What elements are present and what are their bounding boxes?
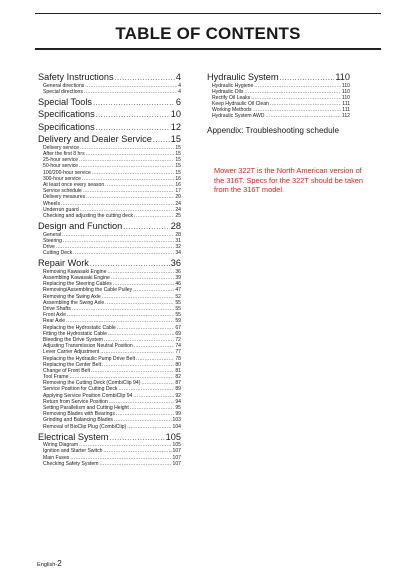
toc-item-page: 4 xyxy=(178,82,181,89)
toc-item-page: 59 xyxy=(175,318,181,325)
toc-item-page: 47 xyxy=(175,287,181,294)
toc-item-label: 100/200-hour service xyxy=(43,169,91,176)
toc-heading-page: 15 xyxy=(170,134,181,145)
leader-dots xyxy=(265,113,340,119)
toc-right-column xyxy=(207,72,350,135)
toc-item-label: Rectify Oil Leaks xyxy=(212,94,251,101)
toc-item-label: Assembling the Swing Axle xyxy=(43,299,105,306)
toc-item-page: 28 xyxy=(175,231,181,238)
leader-dots xyxy=(96,111,170,122)
toc-item-label: Service Position for Cutting Deck xyxy=(43,386,118,393)
toc-item-page: 107 xyxy=(172,454,181,461)
toc-heading[interactable] xyxy=(38,432,181,443)
toc-item-label: Cutting Deck xyxy=(43,250,73,257)
leader-dots xyxy=(96,124,170,135)
toc-item-label: Setting Parallelism and Cutting Height xyxy=(43,405,129,411)
toc-item-label: Removing the Swing Axle xyxy=(43,293,101,300)
toc-item-page: 24 xyxy=(175,206,181,213)
toc-item-page: 15 xyxy=(175,163,181,170)
toc-item-label: Removing Kawasaki Engine xyxy=(43,268,107,275)
toc-heading-title: Delivery and Dealer Service xyxy=(38,134,152,145)
toc-item-label: Special directions xyxy=(43,88,83,95)
toc-item-page: 110 xyxy=(341,82,350,89)
toc-heading-title: Design and Function xyxy=(38,221,123,232)
footer-page-number: 2 xyxy=(57,559,62,568)
leader-dots xyxy=(84,89,177,95)
toc-item-label: Tool Frame xyxy=(43,374,69,381)
toc-heading-title: Safety Instructions xyxy=(38,72,114,82)
toc-item[interactable] xyxy=(207,113,350,119)
toc-item-page: 78 xyxy=(175,355,181,362)
toc-item-label: Assembling Kawasaki Engine xyxy=(43,275,110,282)
page-title: TABLE OF CONTENTS xyxy=(115,24,301,43)
toc-item-label: Bleeding the Drive System xyxy=(43,336,104,343)
toc-item-page: 81 xyxy=(175,367,181,374)
toc-item-label: Removal of BioClip Plug (CombiClip) xyxy=(43,423,127,430)
toc-heading-title: Special Tools xyxy=(38,96,92,107)
toc-item-page: 77 xyxy=(175,349,181,356)
toc-item-label: Adjusting Transmission Neutral Position xyxy=(43,343,133,350)
toc-item-label: Removing the Cutting Deck (CombiClip 94) xyxy=(43,380,141,387)
toc-item-page: 107 xyxy=(172,448,181,455)
toc-item[interactable] xyxy=(38,424,181,430)
toc-item-label: Removing/Assembling the Cable Pulley xyxy=(43,287,133,294)
toc-item-page: 15 xyxy=(175,169,181,176)
toc-item-label: Replacing the Center Belt xyxy=(43,361,102,368)
toc-item[interactable] xyxy=(38,461,181,467)
toc-item-page: 17 xyxy=(175,188,181,195)
toc-item-label: General directions xyxy=(43,82,85,89)
top-rule xyxy=(35,13,381,14)
toc-heading-page: 12 xyxy=(170,121,181,132)
toc-item-label: At least once every season xyxy=(43,182,105,188)
toc-item-label: General xyxy=(43,231,62,238)
toc-item-page: 55 xyxy=(175,299,181,306)
toc-heading[interactable] xyxy=(207,72,350,83)
toc-item-label: Replacing the Hydrostatic Cable xyxy=(43,324,116,331)
toc-item-label: Main Fuses xyxy=(43,454,70,461)
toc-heading-page: 105 xyxy=(165,431,181,442)
toc-item-page: 105 xyxy=(172,442,181,449)
toc-item-label: Hydraulic Hygiene xyxy=(212,82,254,89)
toc-item-page: 55 xyxy=(175,306,181,312)
toc-item-label: Rear Axle xyxy=(43,318,66,325)
toc-item-page: 46 xyxy=(175,281,181,288)
red-note: Mower 322T is the North American version of the 316T. Specs for the 322T should be taken from the 316T model. xyxy=(214,166,364,195)
toc-item[interactable] xyxy=(38,89,181,95)
toc-item-page: 24 xyxy=(175,200,181,207)
toc-heading[interactable] xyxy=(38,221,181,232)
toc-item-label: Delivery service xyxy=(43,144,79,151)
toc-item-label: 50-hour service xyxy=(43,163,79,170)
toc-item-page: 74 xyxy=(175,343,181,350)
toc-heading[interactable] xyxy=(38,134,181,145)
toc-section xyxy=(207,72,350,120)
toc-item-label: Keep Hydraulic Oil Clean xyxy=(212,101,269,108)
toc-item-label: Hydraulic System AWD xyxy=(212,113,265,120)
toc-item-page: 20 xyxy=(175,194,181,201)
toc-item-page: 92 xyxy=(175,392,181,399)
toc-item-page: 82 xyxy=(175,374,181,381)
toc-item-page: 36 xyxy=(175,268,181,275)
toc-heading[interactable] xyxy=(38,122,181,133)
toc-item-page: 55 xyxy=(175,312,181,319)
toc-item-label: Underrun guard xyxy=(43,206,79,213)
toc-section xyxy=(38,97,181,108)
toc-item-page: 104 xyxy=(172,423,181,430)
toc-item-page: 103 xyxy=(172,417,181,424)
toc-item-label: Steering xyxy=(43,237,62,244)
toc-item-label: After the first 8 hrs xyxy=(43,151,85,158)
toc-section xyxy=(38,72,181,95)
toc-item[interactable] xyxy=(38,250,181,256)
toc-heading-page: 28 xyxy=(170,221,181,232)
toc-item-page: 31 xyxy=(175,237,181,244)
toc-item-label: Replacing the Steering Cables xyxy=(43,281,112,288)
toc-item-page: 99 xyxy=(175,411,181,418)
toc-item-label: Drive Shafts xyxy=(43,306,71,312)
toc-heading-title: Electrical System xyxy=(38,431,109,442)
toc-item-label: Checking and adjusting the cutting deck xyxy=(43,212,134,219)
toc-heading-page: 36 xyxy=(170,258,181,269)
toc-heading-title: Specifications xyxy=(38,109,95,120)
toc-item-label: Removing Blades with Bearings xyxy=(43,411,115,418)
title-rule xyxy=(35,48,381,50)
toc-item-page: 80 xyxy=(175,361,181,368)
toc-item-page: 95 xyxy=(175,405,181,411)
toc-item-page: 111 xyxy=(342,101,350,108)
toc-heading-page: 10 xyxy=(170,109,181,120)
toc-item-label: Hydraulic Oils xyxy=(212,88,244,95)
toc-item-page: 15 xyxy=(175,144,181,151)
toc-section xyxy=(38,122,181,133)
toc-heading-title: Repair Work xyxy=(38,258,89,269)
toc-item-page: 32 xyxy=(175,244,181,250)
toc-heading-title: Hydraulic System xyxy=(207,72,279,82)
toc-item-label: Applying Service Position CombiClip 94 xyxy=(43,392,133,399)
toc-item-label: 25-hour service xyxy=(43,157,79,164)
toc-item-label: Service schedule xyxy=(43,188,82,195)
toc-item-label: Checking Safety System xyxy=(43,460,99,467)
leader-dots xyxy=(134,213,174,219)
leader-dots xyxy=(93,99,175,110)
toc-item-label: Lever Carrier Adjustment xyxy=(43,349,100,356)
toc-item-label: Delivery measures xyxy=(43,194,86,201)
toc-item-page: 16 xyxy=(175,175,181,182)
toc-item-label: 300-hour service xyxy=(43,175,81,182)
toc-item-page: 39 xyxy=(175,275,181,282)
toc-item-page: 15 xyxy=(175,151,181,158)
toc-item[interactable] xyxy=(38,213,181,219)
toc-item-page: 34 xyxy=(175,250,181,257)
toc-item-label: Ignition and Starter Switch xyxy=(43,448,103,455)
toc-item-page: 16 xyxy=(175,182,181,188)
toc-item-page: 107 xyxy=(172,460,181,467)
toc-section xyxy=(38,432,181,467)
toc-item-label: Working Methods xyxy=(212,107,252,114)
toc-item-page: 111 xyxy=(342,107,350,114)
toc-item-page: 69 xyxy=(175,330,181,337)
toc-left-column xyxy=(38,72,181,469)
toc-item-page: 72 xyxy=(175,336,181,343)
toc-heading[interactable] xyxy=(38,109,181,120)
toc-item-page: 89 xyxy=(175,386,181,393)
toc-section xyxy=(38,221,181,256)
toc-item-page: 4 xyxy=(178,88,181,95)
footer-language: English- xyxy=(37,562,58,568)
toc-heading[interactable] xyxy=(38,97,181,108)
toc-item-page: 67 xyxy=(175,324,181,331)
toc-item-page: 25 xyxy=(175,212,181,219)
toc-item-page: 52 xyxy=(175,293,181,300)
toc-item-page: 110 xyxy=(341,88,350,95)
toc-item-label: Fitting the Hydrostatic Cable xyxy=(43,330,107,337)
toc-item-label: Grinding and Balancing Blades xyxy=(43,417,113,424)
toc-item-page: 15 xyxy=(175,157,181,164)
toc-section xyxy=(38,258,181,429)
toc-heading-page: 110 xyxy=(335,72,350,82)
toc-item-label: Front Axle xyxy=(43,312,66,319)
toc-heading-page: 6 xyxy=(175,96,181,107)
toc-section xyxy=(38,134,181,219)
toc-item-page: 87 xyxy=(175,380,181,387)
toc-item-label: Change of Front Belt xyxy=(43,367,91,374)
toc-item-label: Replacing the Hydraulic Pump Drive Belt xyxy=(43,355,136,362)
toc-item-page: 94 xyxy=(175,398,181,405)
toc-item-page: 110 xyxy=(341,94,350,101)
toc-heading[interactable] xyxy=(38,72,181,83)
toc-item-label: Drive xyxy=(43,244,55,250)
toc-item-label: Wheels xyxy=(43,200,60,207)
toc-item-label: Wiring Diagram xyxy=(43,442,79,449)
toc-item-page: 112 xyxy=(341,113,350,120)
leader-dots xyxy=(73,250,174,256)
appendix-entry[interactable]: Appendix: Troubleshooting schedule xyxy=(207,125,340,135)
toc-heading-title: Specifications xyxy=(38,121,95,132)
toc-heading[interactable] xyxy=(38,258,181,269)
page-footer xyxy=(37,559,62,568)
leader-dots xyxy=(100,461,172,467)
toc-item-label: Return from Service Position xyxy=(43,398,108,405)
toc-heading-page: 4 xyxy=(175,72,181,82)
leader-dots xyxy=(127,424,171,430)
toc-section xyxy=(38,109,181,120)
